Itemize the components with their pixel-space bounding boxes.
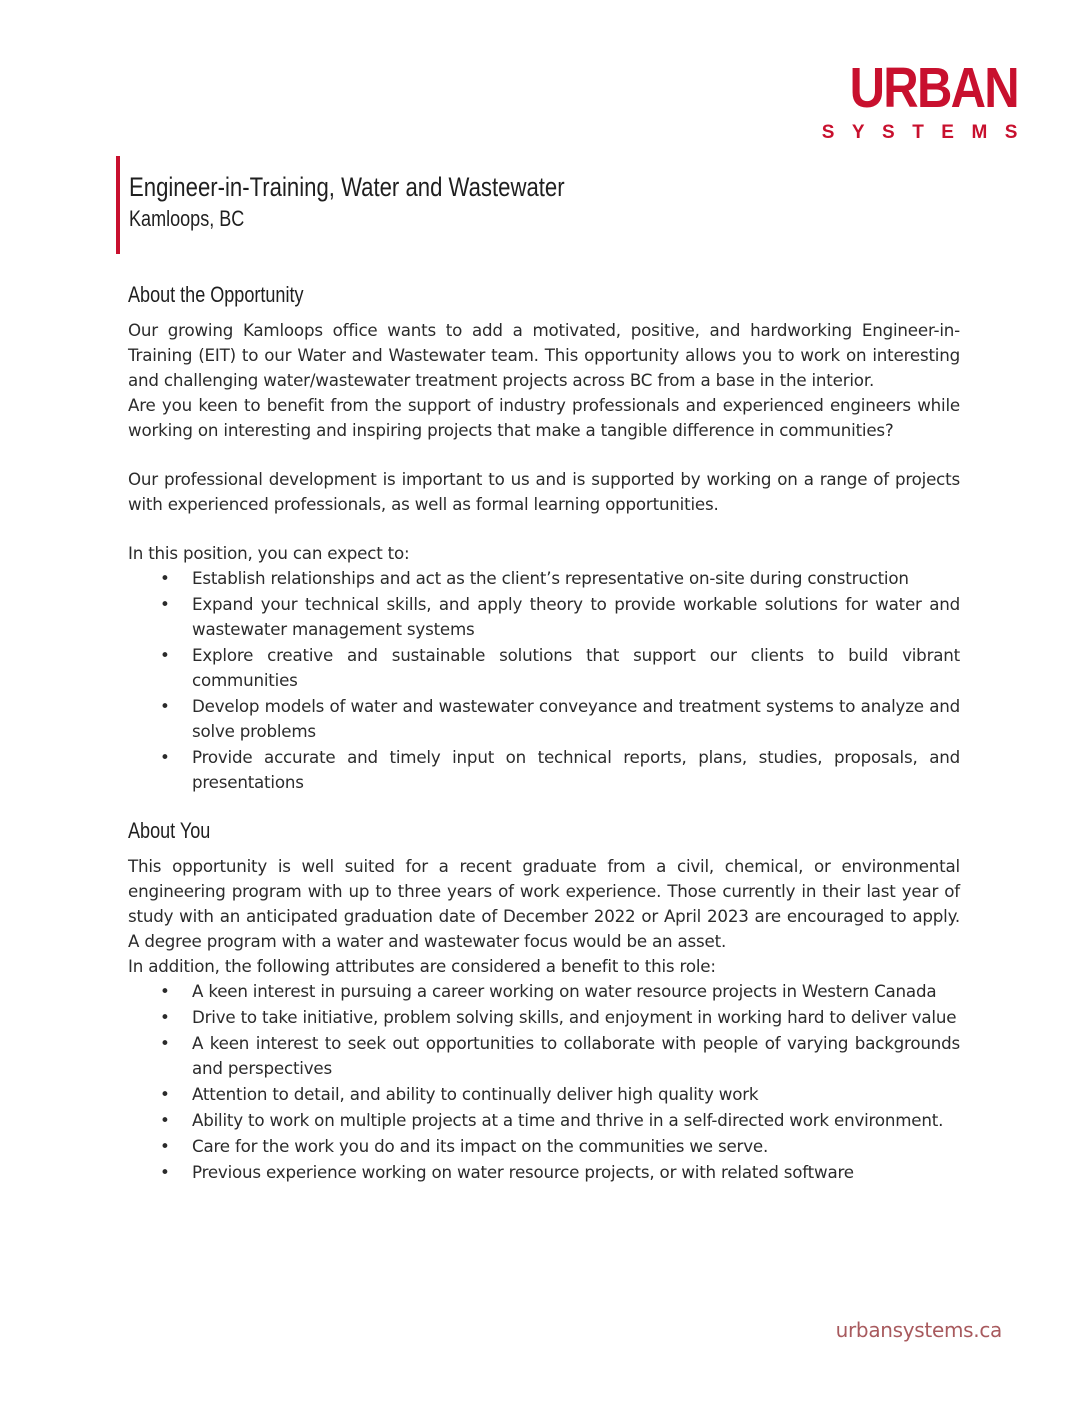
list-item: • Attention to detail, and ability to continually deliver high quality work <box>128 1082 960 1107</box>
about-you-heading: About You <box>128 818 211 843</box>
bullet-icon: • <box>160 1162 170 1182</box>
bullet-icon: • <box>160 1084 170 1104</box>
list-item: • Develop models of water and wastewater conveyance and treatment systems to analyze and solve problems <box>160 696 960 741</box>
document-body <box>128 280 960 1186</box>
bullet-icon: • <box>160 568 170 588</box>
company-logo <box>800 56 1035 144</box>
list-item: • Explore creative and sustainable solutions that support our clients to build vibrant communities <box>160 645 960 690</box>
job-location: Kamloops, BC <box>129 206 245 231</box>
logo-wordmark-urban: URBAN <box>849 56 1018 120</box>
bullet-icon: • <box>160 1033 170 1053</box>
opportunity-paragraph-2: Are you keen to benefit from the support of industry professionals and experienced engineers while working on interesting and inspiring projects that make a tangible difference in communities? <box>128 395 960 440</box>
bullet-icon: • <box>160 696 170 716</box>
logo-wordmark-systems: SYSTEMS <box>821 122 1035 143</box>
bullet-icon: • <box>160 1110 170 1130</box>
attributes-intro: In addition, the following attributes are considered a benefit to this role: <box>128 956 716 976</box>
responsibilities-intro: In this position, you can expect to: <box>128 543 410 563</box>
bullet-icon: • <box>160 1007 170 1027</box>
list-item: • Drive to take initiative, problem solving skills, and enjoyment in working hard to deliver value <box>128 1005 960 1030</box>
bullet-icon: • <box>160 747 170 767</box>
footer-website: urbansystems.ca <box>835 1318 1002 1342</box>
list-item: • Ability to work on multiple projects at a time and thrive in a self-directed work environment. <box>128 1108 960 1133</box>
job-header <box>116 156 660 254</box>
opportunity-heading: About the Opportunity <box>128 282 304 307</box>
opportunity-section <box>128 280 960 795</box>
bullet-icon: • <box>160 1136 170 1156</box>
opportunity-paragraph-1: Our growing Kamloops office wants to add a motivated, positive, and hardworking Engineer-in-Training (EIT) to our Water and Wastewater team. This opportunity allows you to work on interesting and challenging water/wastewater treatment projects across BC from a base in the interior. <box>128 320 960 390</box>
list-item: • Establish relationships and act as the client’s representative on-site during construction <box>128 566 960 591</box>
list-item: • A keen interest in pursuing a career working on water resource projects in Western Canada <box>128 979 960 1004</box>
bullet-icon: • <box>160 645 170 665</box>
list-item: • Provide accurate and timely input on technical reports, plans, studies, proposals, and presentations <box>160 747 960 792</box>
responsibilities-list <box>128 566 960 795</box>
bullet-icon: • <box>160 981 170 1001</box>
list-item: • Previous experience working on water resource projects, or with related software <box>128 1160 960 1185</box>
bullet-icon: • <box>160 594 170 614</box>
attributes-list <box>128 979 960 1185</box>
opportunity-paragraph-3: Our professional development is important to us and is supported by working on a range of projects with experienced professionals, as well as formal learning opportunities. <box>128 469 960 514</box>
about-you-paragraph: This opportunity is well suited for a recent graduate from a civil, chemical, or environmental engineering program with up to three years of work experience. Those currently in their last year of study with an anticipated graduation date of December 2022 or April 2023 are encouraged to apply. A degree program with a water and wastewater focus would be an asset. <box>128 856 960 951</box>
about-you-section <box>128 816 960 1185</box>
list-item: • Expand your technical skills, and apply theory to provide workable solutions for water and wastewater management systems <box>160 594 960 639</box>
job-title: Engineer-in-Training, Water and Wastewater <box>129 172 565 202</box>
list-item: • Care for the work you do and its impact on the communities we serve. <box>128 1134 960 1159</box>
list-item: • A keen interest to seek out opportunities to collaborate with people of varying backgrounds and perspectives <box>160 1033 960 1078</box>
